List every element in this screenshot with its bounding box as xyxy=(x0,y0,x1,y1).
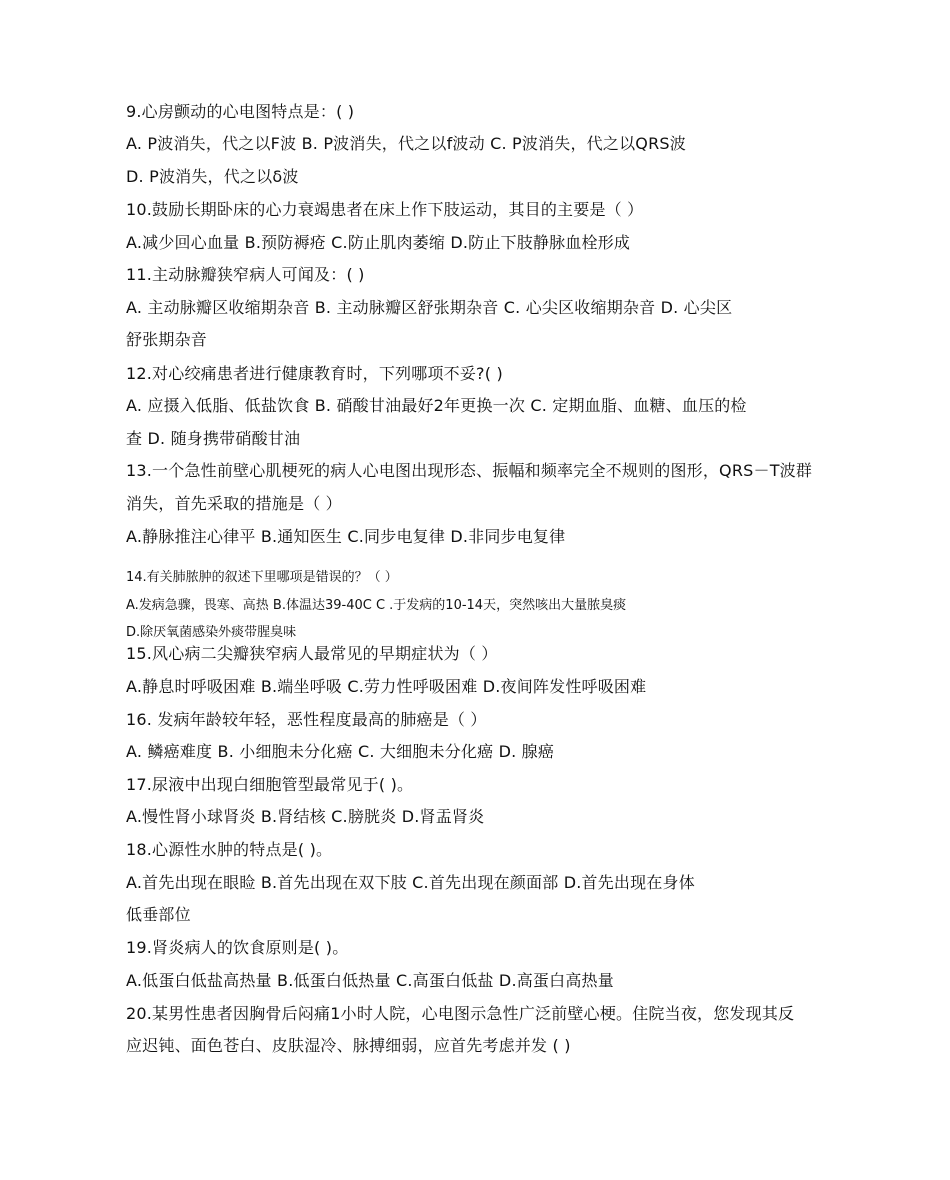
question-11-stem: 11.主动脉瓣狭窄病人可闻及：( ) xyxy=(126,265,365,284)
question-12-stem: 12.对心绞痛患者进行健康教育时，下列哪项不妥?( ) xyxy=(126,364,503,383)
question-15-options: A.静息时呼吸困难 B.端坐呼吸 C.劳力性呼吸困难 D.夜间阵发性呼吸困难 xyxy=(126,677,647,696)
question-20-stem-line-2: 应迟钝、面色苍白、皮肤湿冷、脉搏细弱，应首先考虑并发 ( ) xyxy=(126,1036,571,1055)
question-11-options-line-1: A. 主动脉瓣区收缩期杂音 B. 主动脉瓣区舒张期杂音 C. 心尖区收缩期杂音 D. 心尖区 xyxy=(126,298,733,317)
question-10-options: A.减少回心血量 B.预防褥疮 C.防止肌肉萎缩 D.防止下肢静脉血栓形成 xyxy=(126,233,631,252)
question-13-options: A.静脉推注心律平 B.通知医生 C.同步电复律 D.非同步电复律 xyxy=(126,527,566,546)
question-14-options-line-1: A.发病急骤，畏寒、高热 B.体温达39-40C C .于发病的10-14天，突然咳出大量脓臭痰 xyxy=(126,598,627,613)
question-12-options-line-1: A. 应摄入低脂、低盐饮食 B. 硝酸甘油最好2年更换一次 C. 定期血脂、血糖、血压的检 xyxy=(126,396,747,415)
question-13-stem-line-1: 13.一个急性前壁心肌梗死的病人心电图出现形态、振幅和频率完全不规则的图形，QRS－T波群 xyxy=(126,461,813,480)
question-11-options-line-2: 舒张期杂音 xyxy=(126,330,208,349)
question-14-options-line-2: D.除厌氧菌感染外痰带腥臭味 xyxy=(126,625,297,640)
question-17-stem: 17.尿液中出现白细胞管型最常见于( )。 xyxy=(126,775,414,794)
question-17-options: A.慢性肾小球肾炎 B.肾结核 C.膀胱炎 D.肾盂肾炎 xyxy=(126,807,485,826)
question-9-options-line-2: D. P波消失，代之以δ波 xyxy=(126,167,299,186)
question-12-options-line-2: 查 D. 随身携带硝酸甘油 xyxy=(126,429,301,448)
question-10-stem: 10.鼓励长期卧床的心力衰竭患者在床上作下肢运动，其目的主要是（ ） xyxy=(126,200,644,219)
question-18-options-line-2: 低垂部位 xyxy=(126,905,191,924)
question-18-stem: 18.心源性水肿的特点是( )。 xyxy=(126,840,333,859)
question-20-stem-line-1: 20.某男性患者因胸骨后闷痛1小时人院，心电图示急性广泛前壁心梗。住院当夜，您发现其反 xyxy=(126,1004,795,1023)
question-16-stem: 16. 发病年龄较年轻，恶性程度最高的肺癌是（ ） xyxy=(126,710,487,729)
question-9-options-line-1: A. P波消失，代之以F波 B. P波消失，代之以f波动 C. P波消失，代之以QRS波 xyxy=(126,134,686,153)
question-13-stem-line-2: 消失，首先采取的措施是（ ） xyxy=(126,494,342,513)
question-16-options: A. 鳞癌难度 B. 小细胞未分化癌 C. 大细胞未分化癌 D. 腺癌 xyxy=(126,742,555,761)
question-19-stem: 19.肾炎病人的饮食原则是( )。 xyxy=(126,938,349,957)
question-9-stem: 9.心房颤动的心电图特点是：( ) xyxy=(126,102,355,121)
question-14-stem: 14.有关肺脓肿的叙述下里哪项是错误的？（ ） xyxy=(126,570,398,585)
question-19-options: A.低蛋白低盐高热量 B.低蛋白低热量 C.高蛋白低盐 D.高蛋白高热量 xyxy=(126,971,614,990)
question-18-options-line-1: A.首先出现在眼睑 B.首先出现在双下肢 C.首先出现在颜面部 D.首先出现在身体 xyxy=(126,873,695,892)
question-15-stem: 15.风心病二尖瓣狭窄病人最常见的早期症状为（ ） xyxy=(126,644,498,663)
